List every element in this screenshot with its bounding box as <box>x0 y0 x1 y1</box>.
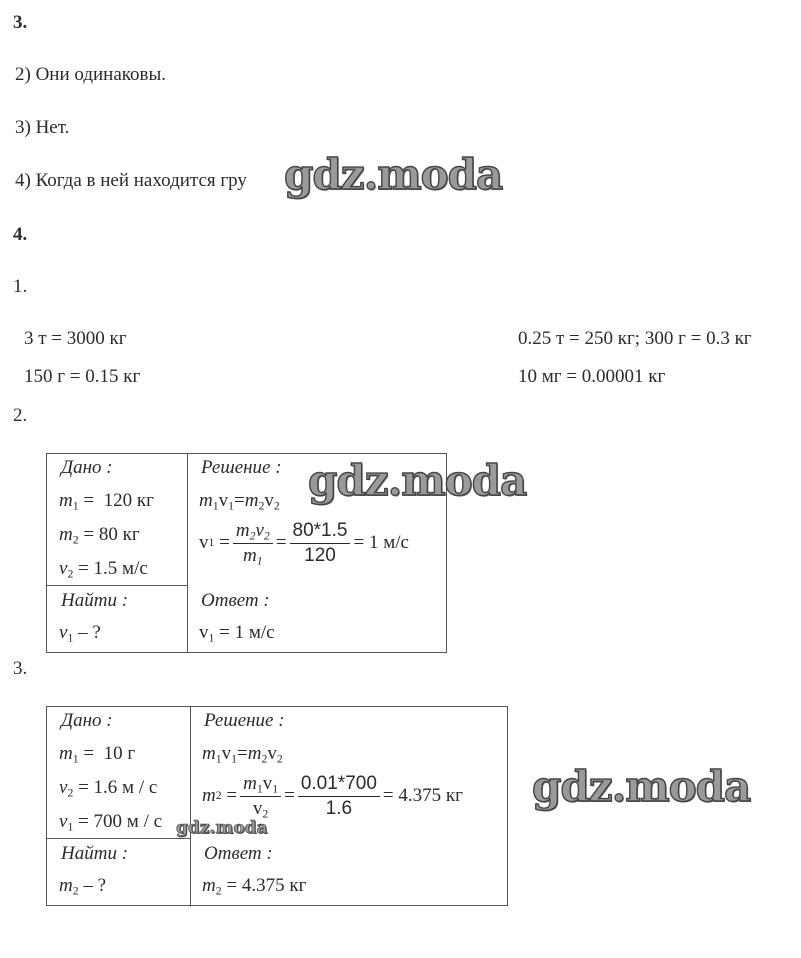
problem-3-table <box>46 706 508 906</box>
item-2-number: 2. <box>13 405 28 426</box>
watermark-logo: gdz.moda <box>308 456 527 505</box>
conversion-tonnes-grams: 0.25 т = 250 кг; 300 г = 0.3 кг <box>518 328 752 349</box>
answer-label: Ответ : <box>201 590 270 611</box>
conversion-tonnes: 3 т = 3000 кг <box>24 328 127 349</box>
item-3-number: 3. <box>13 658 28 679</box>
find-label: Найти : <box>61 843 129 864</box>
given-m2: $m_2 = 80$ кг <box>59 524 140 547</box>
answer-3: 3) Нет. <box>15 117 70 138</box>
answer-4: 4) Когда в ней находится гру <box>15 170 247 191</box>
answer-value: $m_2 = 4.375$ кг <box>202 875 307 898</box>
find-label: Найти : <box>61 590 129 611</box>
watermark-logo-small: gdz.moda <box>176 818 268 838</box>
conversion-milligrams: 10 мг = 0.00001 кг <box>518 366 666 387</box>
answer-2: 2) Они одинаковы. <box>15 64 167 85</box>
momentum-equation: $m_1v_1=m_2v_2$ <box>202 743 283 766</box>
watermark-logo: gdz.moda <box>284 150 503 199</box>
answer-label: Ответ : <box>204 843 273 864</box>
given-v2: $v_2 = 1.5$ м/с <box>59 558 148 581</box>
solution-label: Решение : <box>201 457 282 478</box>
solution-formula: v 1 = $\frac{m_2v_2}{m_1}$ = $\frac{80*1.5}{120}$ = 1 м/с <box>199 520 409 568</box>
momentum-equation: $m_1v_1=m_2v_2$ <box>199 490 280 513</box>
answer-value: $v_1 = 1$ м/с <box>199 622 275 645</box>
given-v2: $v_2 = 1.6$ м / с <box>59 777 158 800</box>
given-m1: $m_1 = 10$ г <box>59 743 136 766</box>
find-m2: $m_2$ – ? <box>59 875 107 898</box>
watermark-logo: gdz.moda <box>532 762 751 811</box>
given-label: Дано : <box>61 710 113 731</box>
given-label: Дано : <box>61 457 113 478</box>
conversion-grams: 150 г = 0.15 кг <box>24 366 141 387</box>
section-3-heading: 3. <box>13 12 28 33</box>
given-m1: $m_1 = 120$ кг <box>59 490 154 513</box>
given-v1: $v_1 = 700$ м / с <box>59 811 163 834</box>
find-v1: $v_1$ – ? <box>59 622 101 645</box>
item-1-number: 1. <box>13 276 28 297</box>
solution-formula: m 2 = $\frac{m_1v_1}{v_2}$ = $\frac{0.01*700}{1.6}$ = 4.375 кг <box>202 773 463 821</box>
solution-label: Решение : <box>204 710 285 731</box>
section-4-heading: 4. <box>13 224 28 245</box>
